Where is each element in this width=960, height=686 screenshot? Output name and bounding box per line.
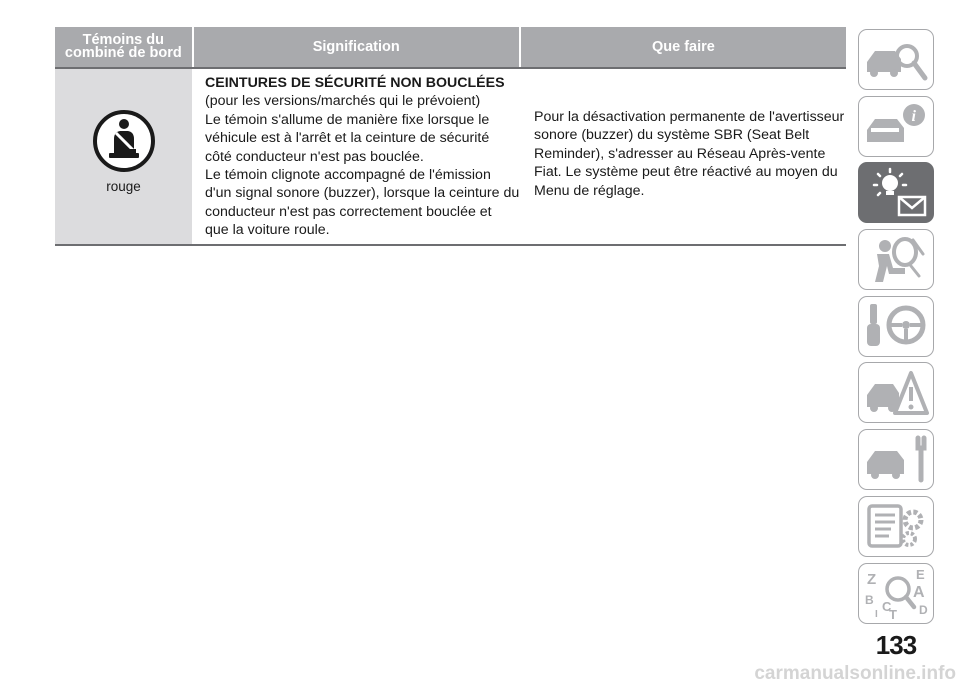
tab-starting-driving[interactable] — [858, 296, 934, 357]
meaning-line: que la voiture roule. — [205, 222, 330, 239]
key-steering-wheel-icon — [861, 298, 931, 354]
car-search-icon — [861, 32, 931, 88]
chapter-tabs — [858, 29, 936, 629]
meaning-line: côté conducteur n'est pas bouclée. — [205, 148, 424, 165]
action-line: Fiat. Le système peut être réactivé au moyen du — [534, 164, 838, 181]
meaning-line: véhicule est à l'arrêt et la ceinture de sécurité — [205, 130, 490, 147]
meaning-cell — [192, 69, 518, 244]
header-line: Témoins du — [82, 32, 164, 48]
specifications-gear-icon — [861, 498, 931, 554]
action-cell — [518, 69, 844, 244]
index-letter: E — [916, 567, 925, 582]
meaning-line: (pour les versions/marchés qui le prévoient) — [205, 93, 481, 110]
header-line: combiné de bord — [64, 45, 182, 61]
car-info-icon — [861, 98, 931, 154]
action-line: Reminder), s'adresser au Réseau Après-vente — [534, 145, 826, 162]
warning-lights-icon — [861, 165, 931, 221]
seat-belt-warning-icon — [92, 109, 156, 173]
svg-text:i: i — [911, 108, 916, 126]
column-header-action: Que faire — [519, 27, 846, 67]
tab-emergency[interactable] — [858, 362, 934, 423]
car-emergency-icon — [861, 365, 931, 421]
index-letter: A — [913, 584, 925, 601]
page-number: 133 — [875, 630, 917, 660]
meaning-line: Le témoin s'allume de manière fixe lorsque le — [205, 111, 490, 128]
index-letter: Z — [867, 571, 877, 588]
index-letter: C — [882, 599, 892, 614]
meaning-title: CEINTURES DE SÉCURITÉ NON BOUCLÉES — [205, 75, 505, 91]
action-line: sonore (buzzer) du système SBR (Seat Belt — [534, 127, 810, 144]
table-row — [55, 69, 846, 246]
airbag-passenger-icon — [861, 232, 931, 288]
table-header — [55, 27, 846, 69]
alphabetical-index-icon — [861, 565, 931, 621]
tab-car-info[interactable] — [858, 96, 934, 157]
tab-specifications[interactable] — [858, 496, 934, 557]
index-letter: B — [865, 593, 874, 607]
index-letter: T — [889, 607, 897, 621]
index-letter: D — [919, 603, 928, 617]
action-line: Pour la désactivation permanente de l'avertisseur — [534, 109, 845, 125]
tab-safety[interactable] — [858, 229, 934, 290]
meaning-line: d'un signal sonore (buzzer), lorsque la ceinture du — [205, 185, 520, 202]
tab-car-search[interactable] — [858, 29, 934, 90]
meaning-line: Le témoin clignote accompagné de l'émission — [205, 167, 491, 184]
warning-light-cell — [55, 69, 192, 244]
lamp-color-label: rouge — [106, 179, 141, 194]
column-header-warning-lights — [55, 27, 192, 67]
tab-alphabetical-index[interactable] — [858, 563, 934, 624]
tab-servicing[interactable] — [858, 429, 934, 490]
warning-lights-table — [55, 27, 846, 246]
column-header-meaning: Signification — [192, 27, 519, 67]
meaning-line: conducteur n'est pas correctement bouclée et — [205, 203, 492, 220]
car-wrench-icon — [861, 432, 931, 488]
action-line: Menu de réglage. — [534, 182, 645, 199]
index-letter: I — [875, 609, 878, 620]
watermark: carmanualsonline.info — [754, 663, 956, 684]
tab-warning-lights[interactable] — [858, 162, 934, 223]
